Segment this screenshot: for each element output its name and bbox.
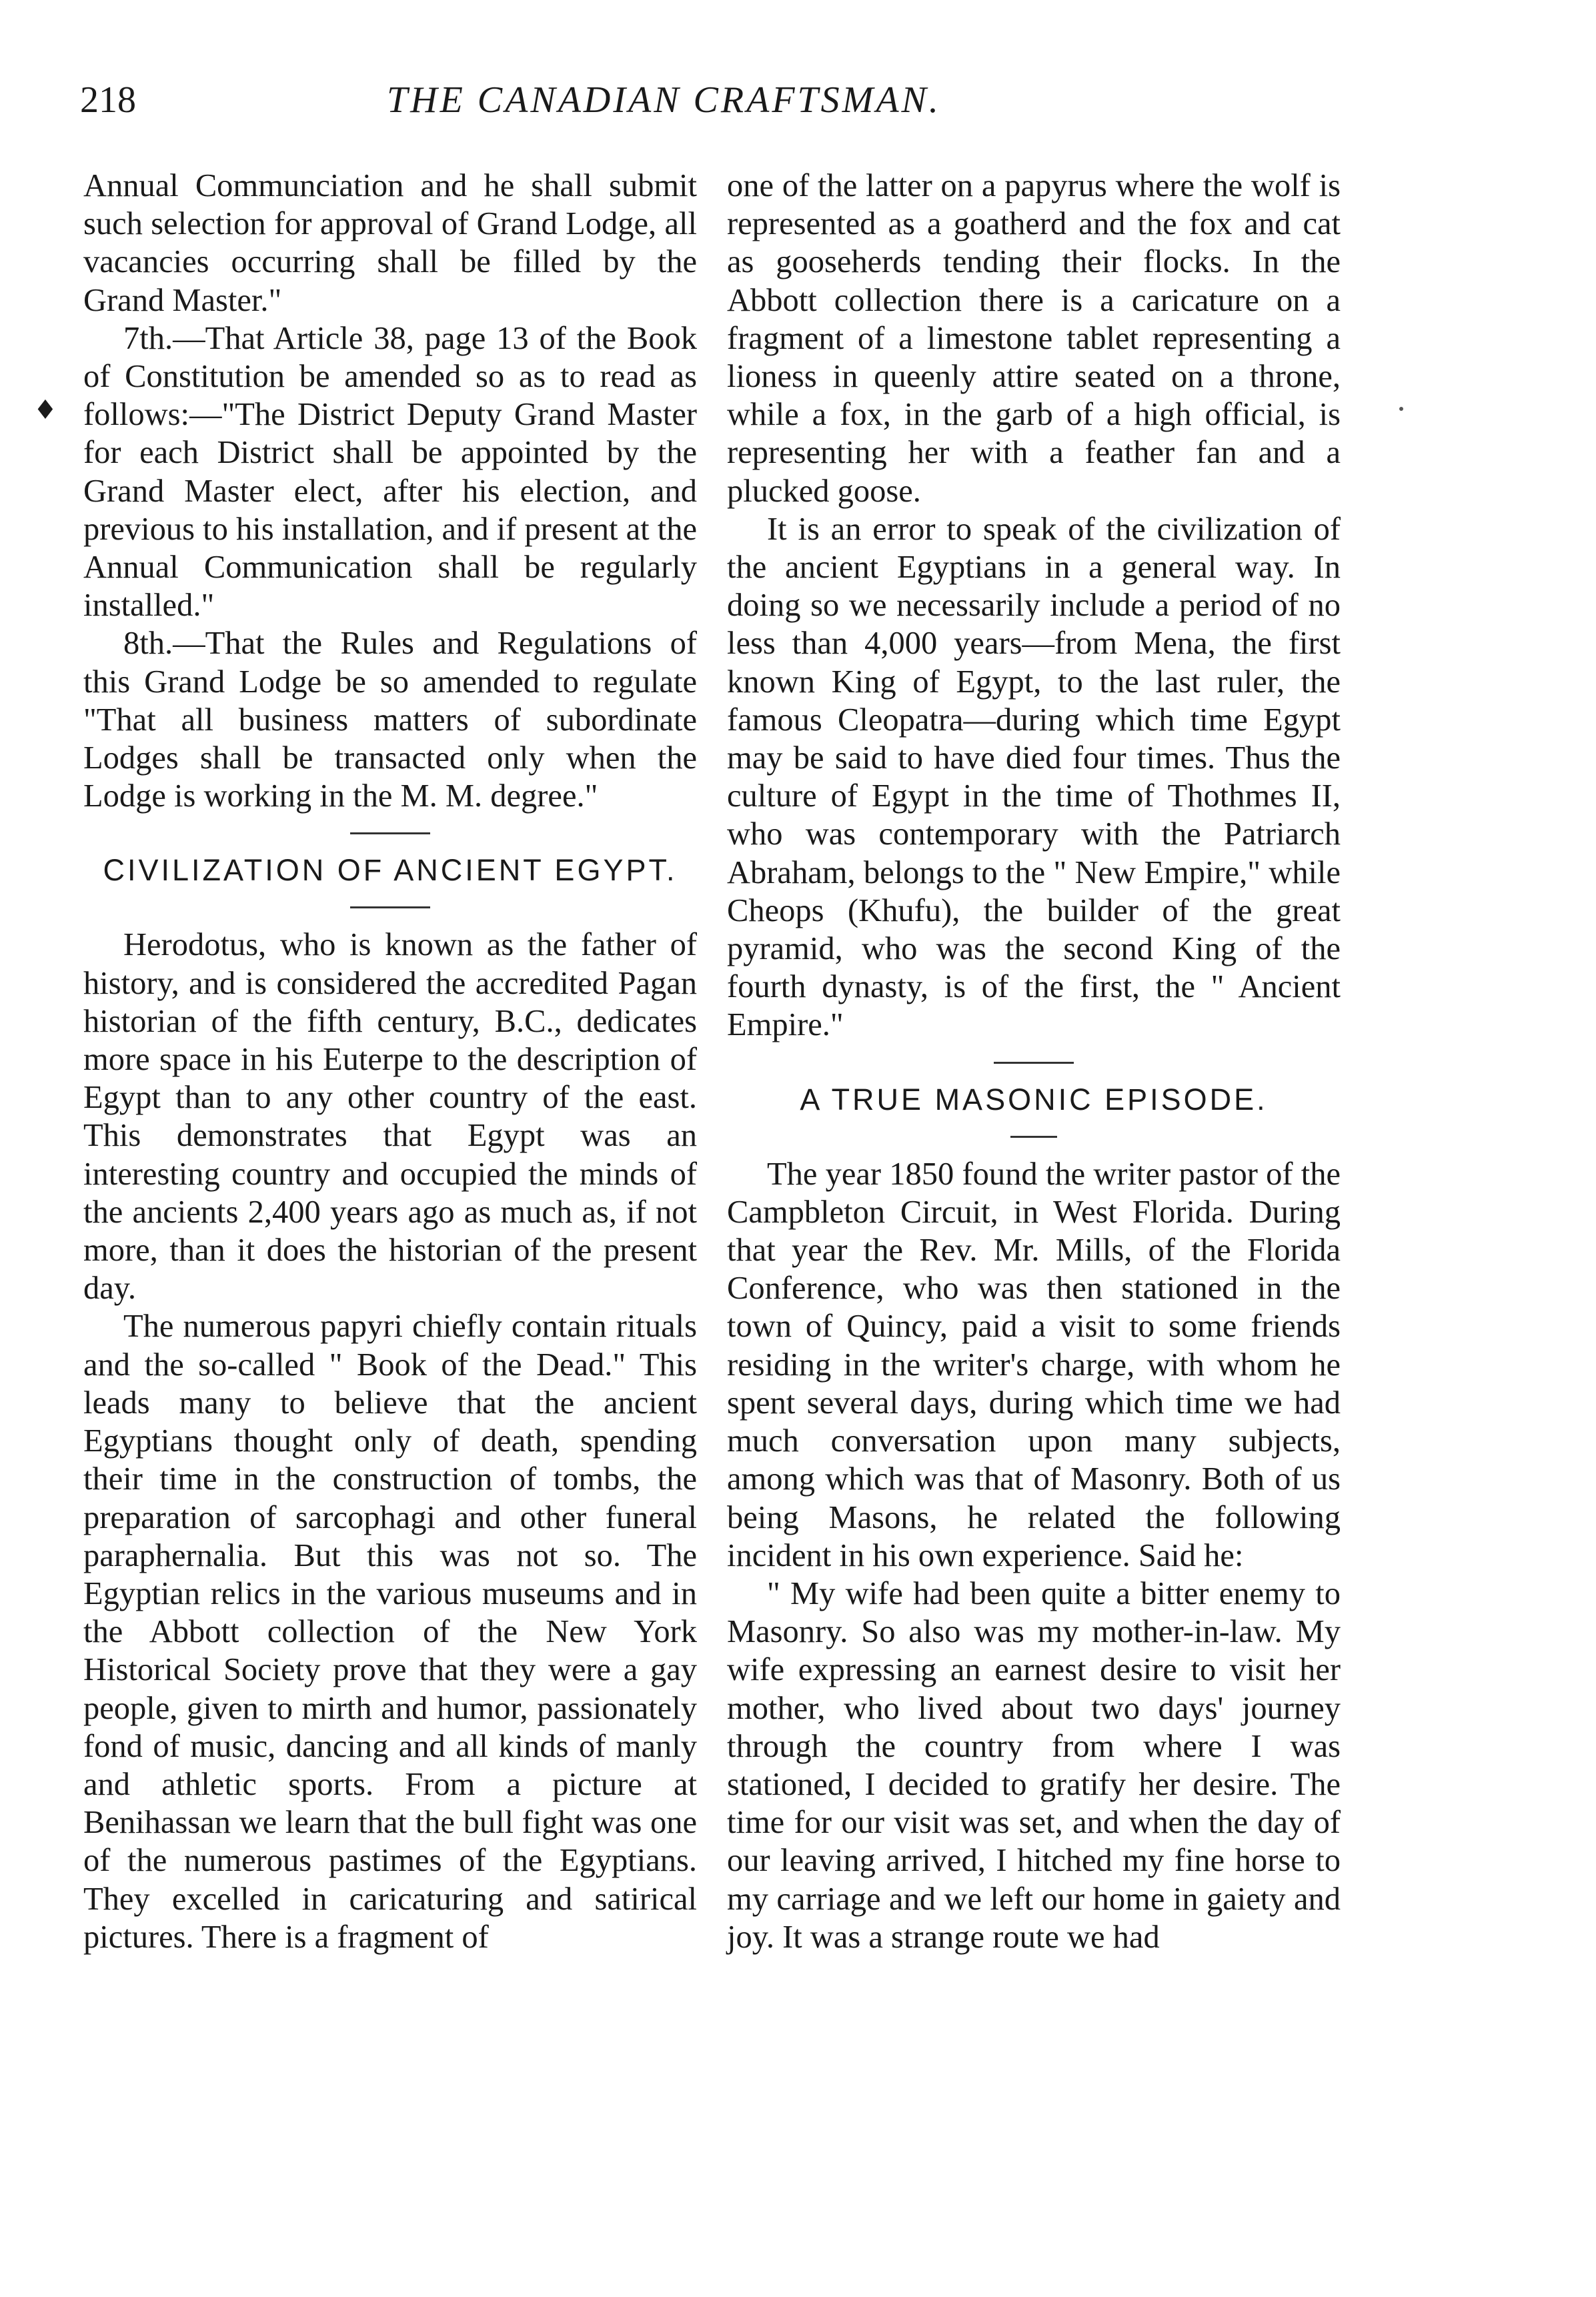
paragraph-article-38: 7th.—That Article 38, page 13 of the Book of Constitution be amended so as to read as follows:—"The District Deputy Grand Master for each District shall be appointed by the Grand Master elect, after his election, and previous to his installation, and if present at the Annual Communication shall be regularly installed."	[83, 320, 697, 624]
paragraph-continued: Annual Communciation and he shall submit such selection for approval of Grand Lodge, all vacancies occurring shall be filled by the Grand Master."	[83, 168, 697, 318]
section-divider	[994, 1062, 1074, 1064]
paragraph-year-1850: The year 1850 found the writer pastor of the Campbleton Circuit, in West Florida. During that year the Rev. Mr. Mills, of the Florida Conference, who was then stationed in the town of Quincy, paid a visit to some friends residing in the writer's charge, with whom he spent several days, during which time we had much conversation upon many subjects, among which was that of Masonry. Both of us being Masons, he related the following incident in his own experience. Said he:	[727, 1156, 1341, 1573]
section-divider	[350, 832, 430, 834]
section-heading-civilization: CIVILIZATION OF ANCIENT EGYPT.	[103, 853, 678, 888]
paragraph-caricature: one of the latter on a papyrus where the wolf is represented as a goatherd and the fox and cat as gooseherds tending their flocks. In the Abbott collection there is a caricature on a fragment of a limestone tablet representing a lioness in queenly attire seated on a throne, while a fox, in the garb of a high official, is representing her with a feather fan and a plucked goose.	[727, 168, 1341, 509]
paragraph-herodotus: Herodotus, who is known as the father of history, and is considered the accredited Pagan historian of the fifth century, B.C., dedicates more space in his Euterpe to the description of Egypt than to any other country of the east. This demonstrates that Egypt was an interesting country and occupied the minds of the ancients 2,400 years ago as much as, if not more, than it does the historian of the present day.	[83, 927, 697, 1307]
page-header	[80, 79, 1334, 132]
paragraph-civilization-error: It is an error to speak of the civilization of the ancient Egyptians in a general way. In doing so we necessarily include a period of no less than 4,000 years—from Mena, the first known King of Egypt, to the last ruler, the famous Cleopatra—during which time Egypt may be said to have died four times. Thus the culture of Egypt in the time of Thothmes II, who was contemporary with the Patriarch Abraham, belongs to the " New Empire," while Cheops (Khufu), the builder of the great pyramid, who was the second King of the fourth dynasty, is of the first, the " Ancient Empire."	[727, 511, 1341, 1043]
margin-mark-icon: ♦	[33, 395, 57, 426]
paragraph-rules-regulations: 8th.—That the Rules and Regulations of this Grand Lodge be so amended to regulate "That all business matters of subordinate Lodges shall be transacted only when the Lodge is working in the M. M. degree."	[83, 626, 697, 814]
right-column	[727, 167, 1341, 1956]
heading-divider	[1010, 1136, 1057, 1138]
paragraph-my-wife: " My wife had been quite a bitter enemy to Masonry. So also was my mother-in-law. My wife expressing an earnest desire to visit her mother, who lived about two days' journey through the country from where I was stationed, I decided to gratify her desire. The time for our visit was set, and when the day of our leaving arrived, I hitched my fine horse to my carriage and we left our home in gaiety and joy. It was a strange route we had	[727, 1575, 1341, 1955]
heading-divider	[350, 906, 430, 908]
left-column	[83, 167, 697, 1956]
paragraph-papyri: The numerous papyri chiefly contain rituals and the so-called " Book of the Dead." This leads many to believe that the ancient Egyptians thought only of death, spending their time in the construction of tombs, the preparation of sarcophagi and other funeral paraphernalia. But this was not so. The Egyptian relics in the various museums and in the Abbott collection of the New York Historical Society prove that they were a gay people, given to mirth and humor, passionately fond of music, dancing and all kinds of manly and athletic sports. From a picture at Benihassan we learn that the bull fight was one of the numerous pastimes of the Egyptians. They excelled in caricaturing and satirical pictures. There is a fragment of	[83, 1309, 697, 1955]
running-title: THE CANADIAN CRAFTSMAN.	[387, 79, 941, 121]
page-number: 218	[80, 79, 136, 121]
section-heading-masonic-episode: A TRUE MASONIC EPISODE.	[800, 1082, 1268, 1116]
margin-dot-icon	[1399, 407, 1403, 411]
